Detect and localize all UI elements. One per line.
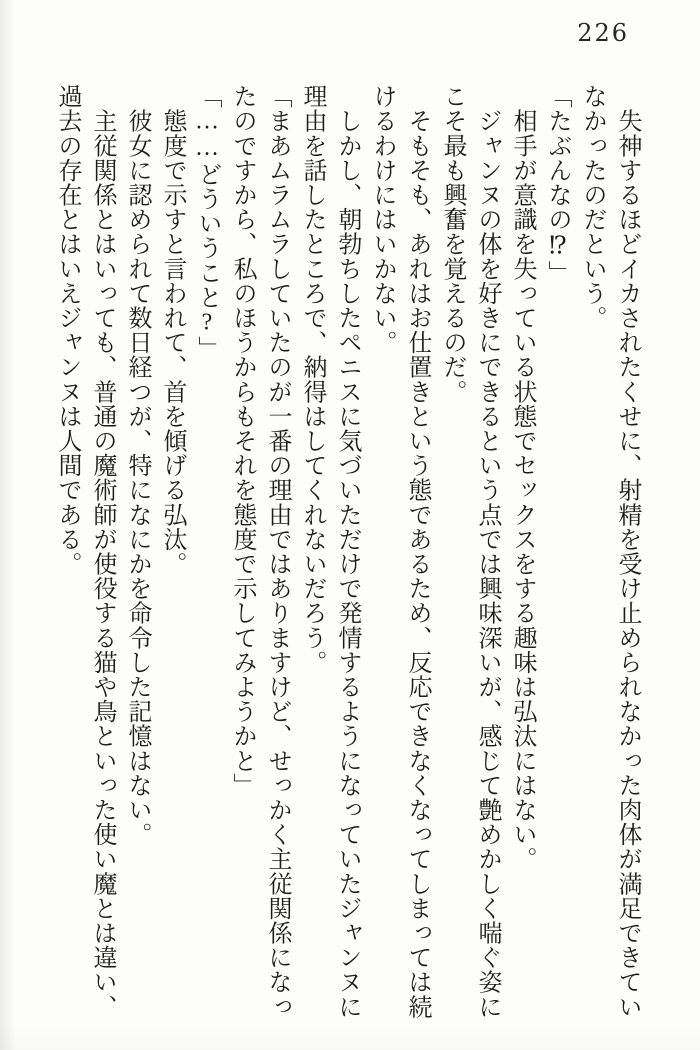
- paragraph: 失神するほどイカされたくせに、射精を受け止められなかった肉体が満足できていなかったのだという。: [579, 84, 640, 1019]
- paragraph-dialogue: 「まあムラムラしていたのが一番の理由ではありますけど、せっかく主従関係になったのですから、私のほうからもそれを態度で示してみようかと」: [229, 84, 290, 1019]
- body-text: [44, 84, 644, 1019]
- paragraph: ジャンヌの体を好きにできるという点では興味深いが、感じて艶めかしく喘ぐ姿にこそ最も興奮を覚えるのだ。: [439, 84, 500, 1019]
- paragraph: 相手が意識を失っている状態でセックスをする趣味は弘汰にはない。: [509, 84, 535, 872]
- paragraph: しかし、朝勃ちしたペニスに気づいただけで発情するようになっていたジャンヌに理由を話したところで、納得はしてくれないだろう。: [299, 84, 360, 1019]
- paragraph: 彼女に認められて数日経つが、特になにかを命令した記憶はない。: [124, 84, 150, 847]
- paragraph-dialogue: 「たぶんなの⁉」: [544, 84, 570, 285]
- page-number: 226: [577, 19, 629, 47]
- paragraph: 主従関係とはいっても、普通の魔術師が使役する猫や鳥といった使い魔とは違い、過去の存在とはいえジャンヌは人間である。: [54, 84, 115, 1019]
- paragraph-dialogue: 「……どういうこと?」: [194, 84, 220, 361]
- paragraph: 態度で示すと言われて、首を傾げる弘汰。: [159, 84, 185, 576]
- paragraph: そもそも、あれはお仕置きという態であるため、反応できなくなってしまっては続けるわけにはいかない。: [369, 84, 430, 1019]
